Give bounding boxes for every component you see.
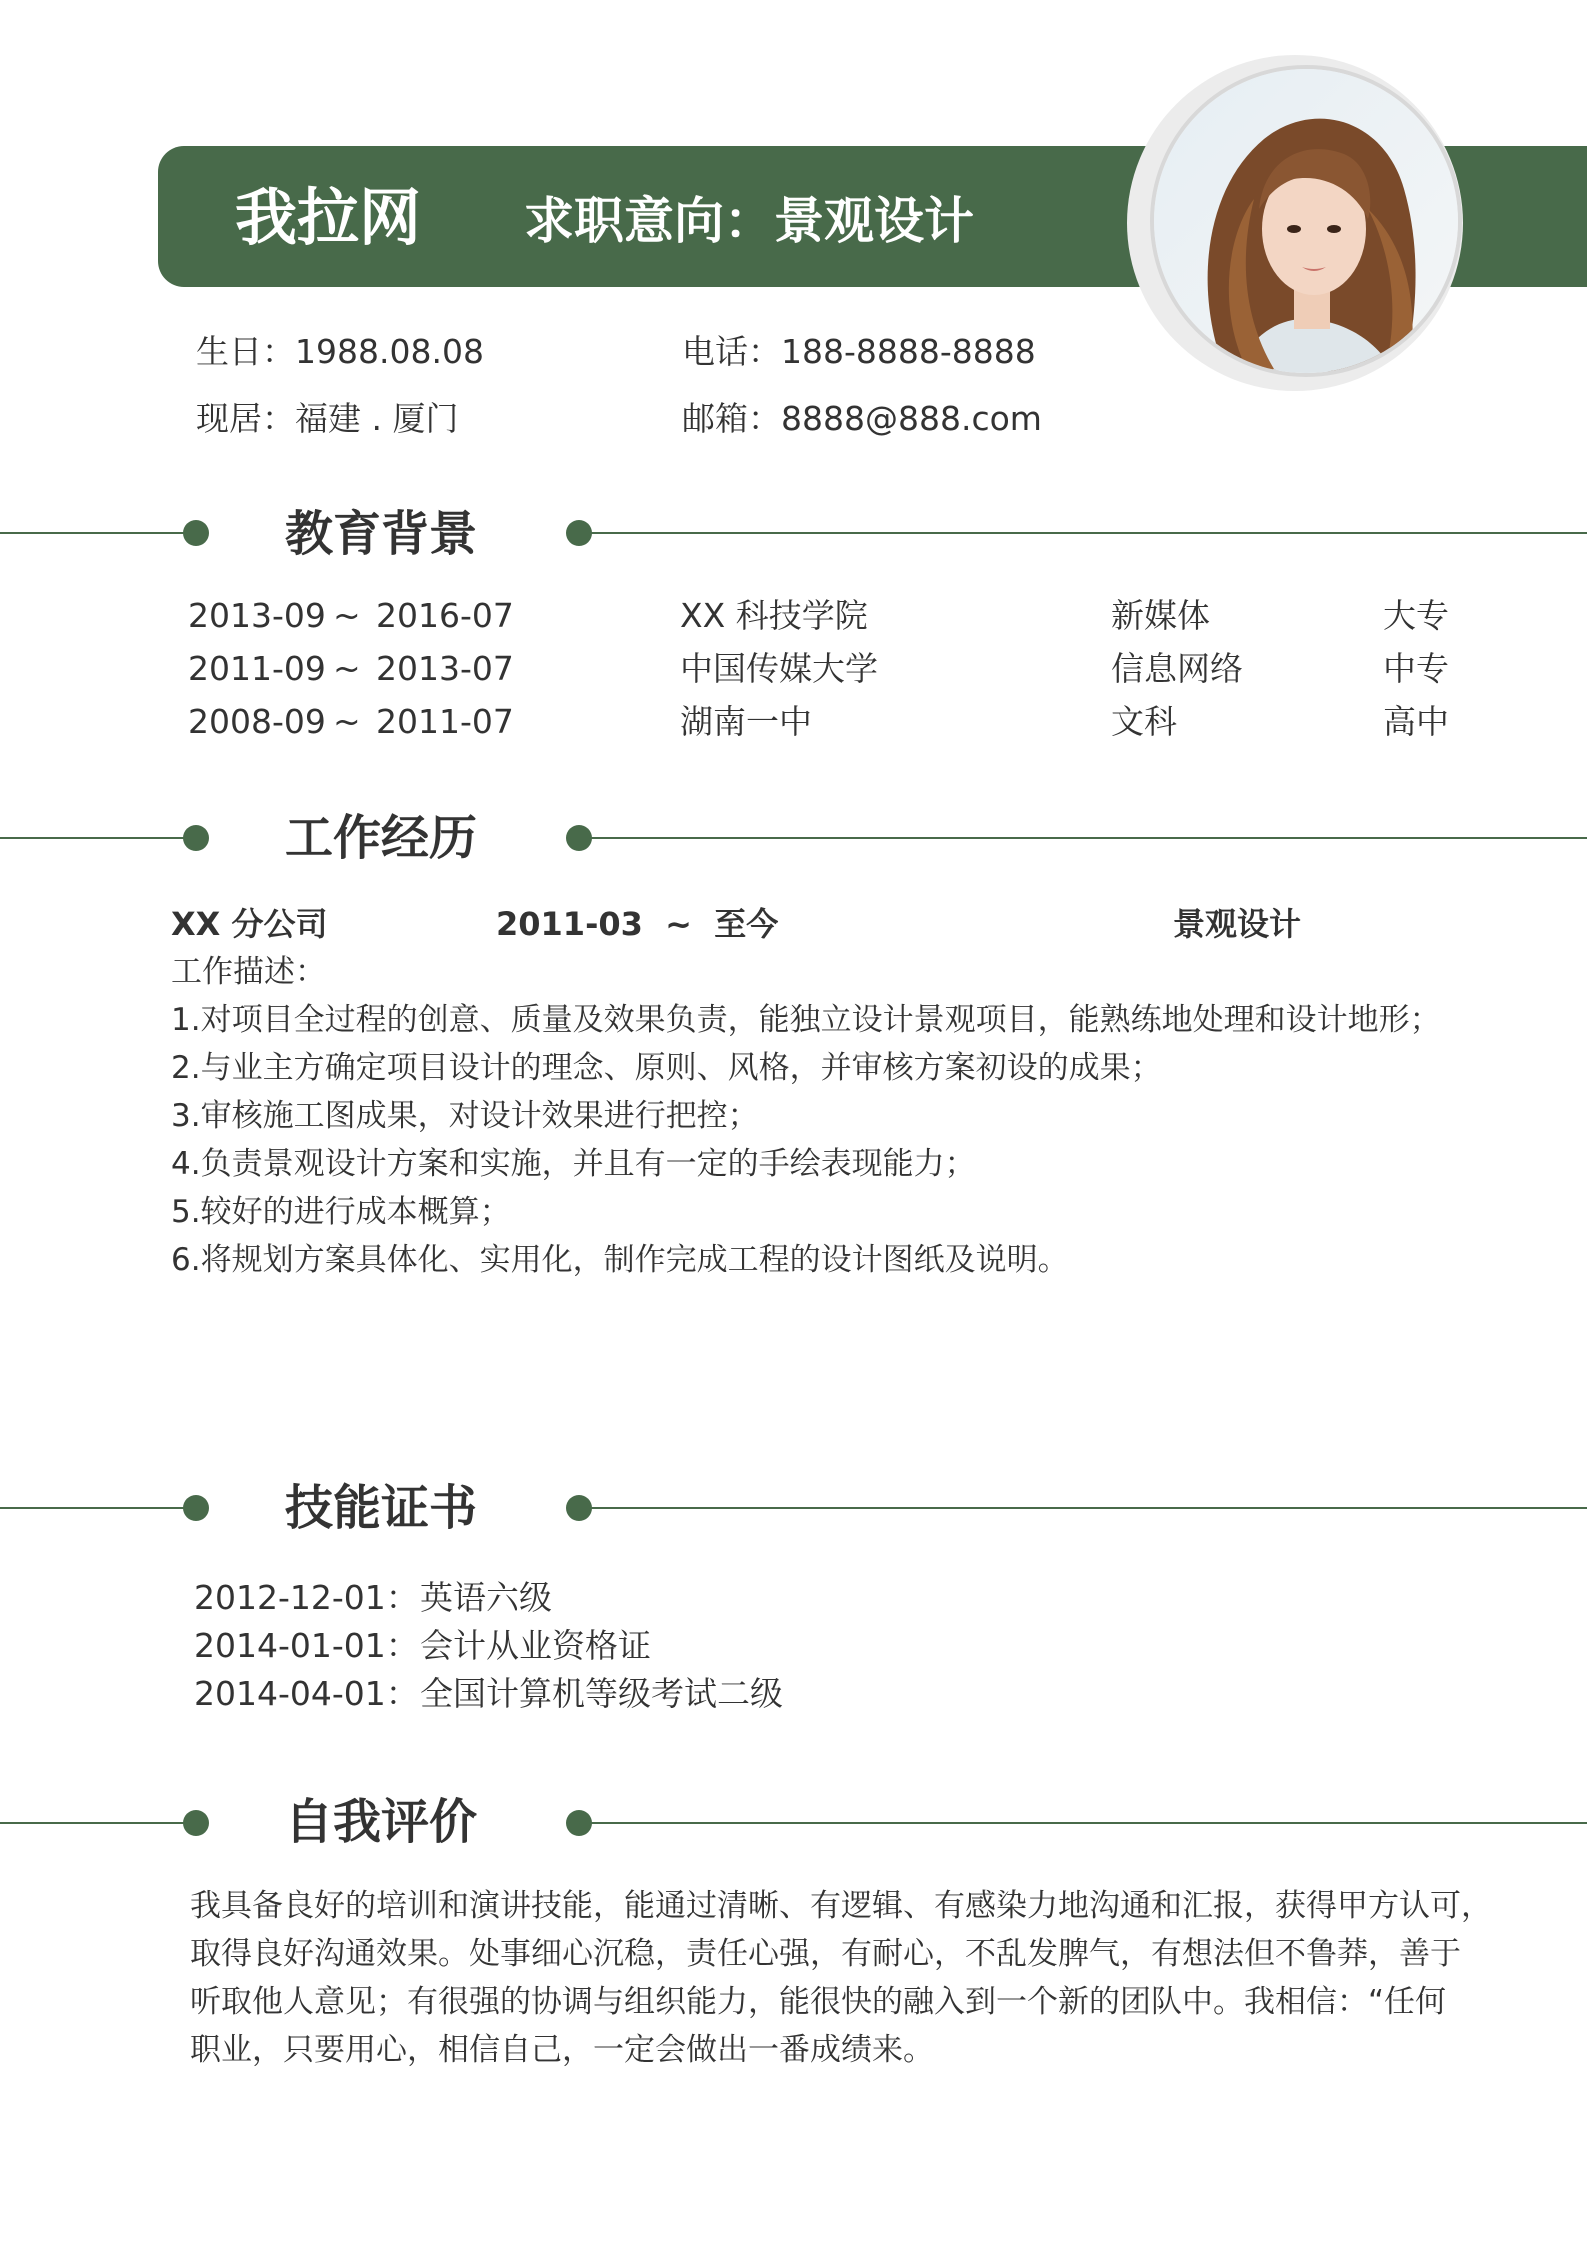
email: 邮箱：8888@888.com <box>682 399 1042 438</box>
work-desc-label: 工作描述： <box>171 954 326 990</box>
self-eval-line: 取得良好沟通效果。处事细心沉稳，责任心强，有耐心，不乱发脾气，有想法但不鲁莽，善于 <box>190 1936 1461 1972</box>
edu-start: 2013-09 <box>188 596 326 635</box>
section-line-left <box>0 532 196 534</box>
edu-degree: 高中 <box>1383 702 1449 741</box>
job-intent: 求职意向：景观设计 <box>524 192 974 250</box>
section-line-right <box>579 1507 1587 1509</box>
edu-end: 2011-07 <box>376 702 514 741</box>
self-eval-line: 职业，只要用心，相信自己，一定会做出一番成绩来。 <box>190 2032 934 2068</box>
edu-start: 2011-09 <box>188 649 326 688</box>
edu-sep: ~ <box>333 596 361 635</box>
section-dot <box>183 520 209 546</box>
phone: 电话：188-8888-8888 <box>682 332 1036 371</box>
skill-name: 全国计算机等级考试二级 <box>420 1674 783 1713</box>
work-period: 2011-03 ~ 至今 <box>496 905 779 943</box>
edu-sep: ~ <box>333 649 361 688</box>
skill-date: 2014-04-01： <box>194 1674 419 1713</box>
section-dot <box>183 1810 209 1836</box>
edu-school: 湖南一中 <box>680 702 812 741</box>
work-item: 1.对项目全过程的创意、质量及效果负责，能独立设计景观项目，能熟练地处理和设计地形； <box>171 1002 1441 1038</box>
edu-end: 2013-07 <box>376 649 514 688</box>
section-line-right <box>579 532 1587 534</box>
section-title-self: 自我评价 <box>285 1794 478 1850</box>
section-dot <box>183 1495 209 1521</box>
work-item: 3.审核施工图成果，对设计效果进行把控； <box>171 1098 759 1134</box>
profile-photo <box>1150 65 1462 377</box>
edu-degree: 中专 <box>1383 649 1449 688</box>
edu-school: 中国传媒大学 <box>680 649 878 688</box>
section-title-work: 工作经历 <box>285 810 478 866</box>
work-item: 5.较好的进行成本概算； <box>171 1194 511 1230</box>
skill-name: 英语六级 <box>420 1578 552 1617</box>
edu-end: 2016-07 <box>376 596 514 635</box>
edu-major: 信息网络 <box>1111 649 1243 688</box>
edu-degree: 大专 <box>1383 596 1449 635</box>
section-line-right <box>579 1822 1587 1824</box>
edu-sep: ~ <box>333 702 361 741</box>
work-position: 景观设计 <box>1173 905 1302 943</box>
work-item: 6.将规划方案具体化、实用化，制作完成工程的设计图纸及说明。 <box>171 1242 1069 1278</box>
section-title-skills: 技能证书 <box>285 1480 478 1536</box>
edu-major: 新媒体 <box>1111 596 1210 635</box>
edu-major: 文科 <box>1111 702 1177 741</box>
self-eval-line: 听取他人意见；有很强的协调与组织能力，能很快的融入到一个新的团队中。我相信：“任何 <box>190 1984 1447 2020</box>
section-dot <box>183 825 209 851</box>
section-line-right <box>579 837 1587 839</box>
work-item: 2.与业主方确定项目设计的理念、原则、风格，并审核方案初设的成果； <box>171 1050 1162 1086</box>
work-company: XX 分公司 <box>171 905 328 943</box>
section-line-left <box>0 1822 196 1824</box>
section-title-education: 教育背景 <box>285 506 478 562</box>
work-item: 4.负责景观设计方案和实施，并且有一定的手绘表现能力； <box>171 1146 976 1182</box>
skill-date: 2014-01-01： <box>194 1626 419 1665</box>
birthday: 生日：1988.08.08 <box>196 332 484 371</box>
edu-school: XX 科技学院 <box>680 596 868 635</box>
residence: 现居：福建 . 厦门 <box>196 399 459 438</box>
skill-name: 会计从业资格证 <box>420 1626 651 1665</box>
section-line-left <box>0 1507 196 1509</box>
edu-start: 2008-09 <box>188 702 326 741</box>
self-eval-line: 我具备良好的培训和演讲技能，能通过清晰、有逻辑、有感染力地沟通和汇报，获得甲方认可， <box>190 1888 1492 1924</box>
candidate-name: 我拉网 <box>235 181 422 254</box>
section-line-left <box>0 837 196 839</box>
skill-date: 2012-12-01： <box>194 1578 419 1617</box>
